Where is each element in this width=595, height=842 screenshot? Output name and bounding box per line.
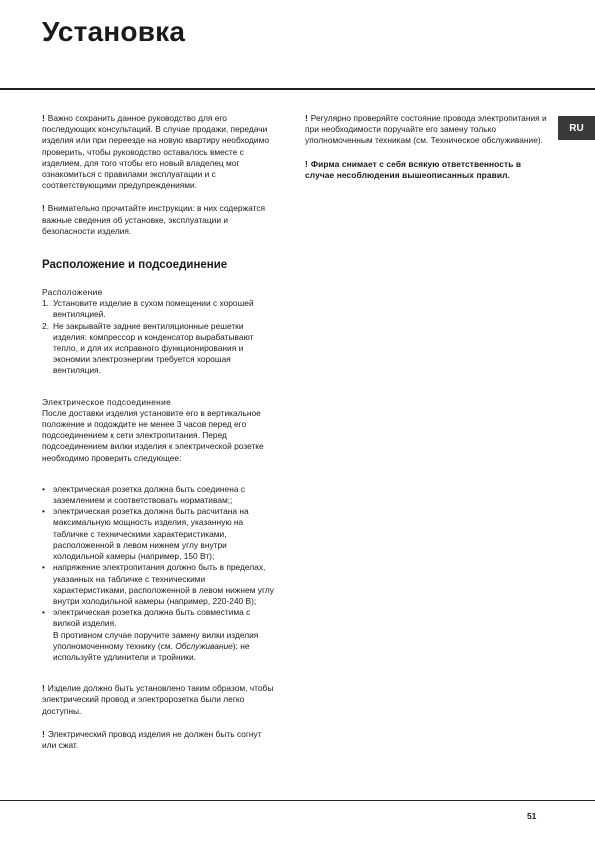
warning-text: Внимательно прочитайте инструкции: в них содержатся важные сведения об установке, эксплуатации и безопасности изделия. <box>42 203 266 236</box>
electrical-intro: После доставки изделия установите его в вертикальное положение и подождите не менее 3 часов перед его подсоединением к сети электропитания. Перед подсоединением вилки изделия к электрической розетке необходимо проверить следующее: <box>42 407 264 463</box>
warning-icon: ! <box>42 728 45 739</box>
warning-icon: ! <box>42 113 45 123</box>
header-divider <box>0 88 595 90</box>
left-column <box>42 113 277 763</box>
subsection-heading-electrical: Электрическое подсоединение <box>42 396 172 407</box>
warning-note-read <box>42 203 277 237</box>
warning-text: Изделие должно быть установлено таким образом, чтобы электрический провод и электророзетка были легко доступны. <box>42 683 274 716</box>
language-tab: RU <box>558 116 595 140</box>
list-item: • электрическая розетка должна быть расчитана на максимальную мощность изделия, указанную на табличке с техническими характеристиками, расположенной в левом нижнем углу внутри холодильной камеры (например, 150 Вт); <box>42 506 249 562</box>
list-item: • электрическая розетка должна быть соединена с заземлением и соответствовать нормативам;; <box>42 483 246 506</box>
warning-note-inspect <box>305 113 550 147</box>
liability-disclaimer <box>305 159 550 181</box>
right-column <box>305 113 550 189</box>
disclaimer-text: Фирма снимает с себя всякую ответственность в случае несоблюдения вышеописанных правил. <box>305 158 522 180</box>
warning-note-cable <box>42 729 277 751</box>
warning-icon: ! <box>305 158 308 169</box>
warning-text: Электрический провод изделия не должен быть согнут или сжат. <box>42 728 262 750</box>
warning-icon: ! <box>42 683 45 694</box>
warning-note-storage <box>42 113 277 191</box>
section-heading: Расположение и подсоединение <box>42 259 228 272</box>
warning-text: Важно сохранить данное руководство для его последующих консультаций. В случае продажи, передачи изделия или при переезде на новую квартиру необходимо проверить, чтобы руководство оставалось вместе с изделием, для того чтобы его новый владелец мог ознакомиться с правилами эксплуатации и с соответствующими предупреждениями. <box>42 113 270 191</box>
page-title: Установка <box>42 16 186 47</box>
electrical-checklist <box>42 484 277 663</box>
warning-note-access <box>42 683 277 717</box>
page-number: 51 <box>527 811 537 821</box>
warning-icon: ! <box>305 113 308 123</box>
footer-divider <box>0 800 595 801</box>
warning-icon: ! <box>42 203 45 214</box>
list-item: • напряжение электропитания должно быть в пределах, указанных на табличке с техническими характеристиками, расположенной в левом нижнем углу внутри холодильной камеры (например, 220-240 В); <box>42 562 274 606</box>
list-item: • электрическая розетка должна быть совместима с вилкой изделия. В противном случае поручите замену вилки изделия уполномоченному технику (см. Обслуживание); не используйте удлинители и тройники. <box>42 607 259 662</box>
placement-list <box>42 298 277 376</box>
subsection-heading-placement: Расположение <box>42 287 103 298</box>
list-item: 1. Установите изделие в сухом помещении с хорошей вентиляцией. <box>42 298 254 320</box>
list-item: 2. Не закрывайте задние вентиляционные решетки изделия: компрессор и конденсатор вырабатывают тепло, и для их исправного функционирования и экономии электроэнергии требуется хорошая вентиляция. <box>42 320 254 376</box>
otherwise-note: В противном случае поручите замену вилки изделия уполномоченному технику (см. Обслуживание); не используйте удлинители и тройники. <box>53 629 259 662</box>
warning-text: Регулярно проверяйте состояние провода электропитания и при необходимости поручайте его замену только уполномоченным техникам (см. Техническое обслуживание). <box>305 113 547 146</box>
